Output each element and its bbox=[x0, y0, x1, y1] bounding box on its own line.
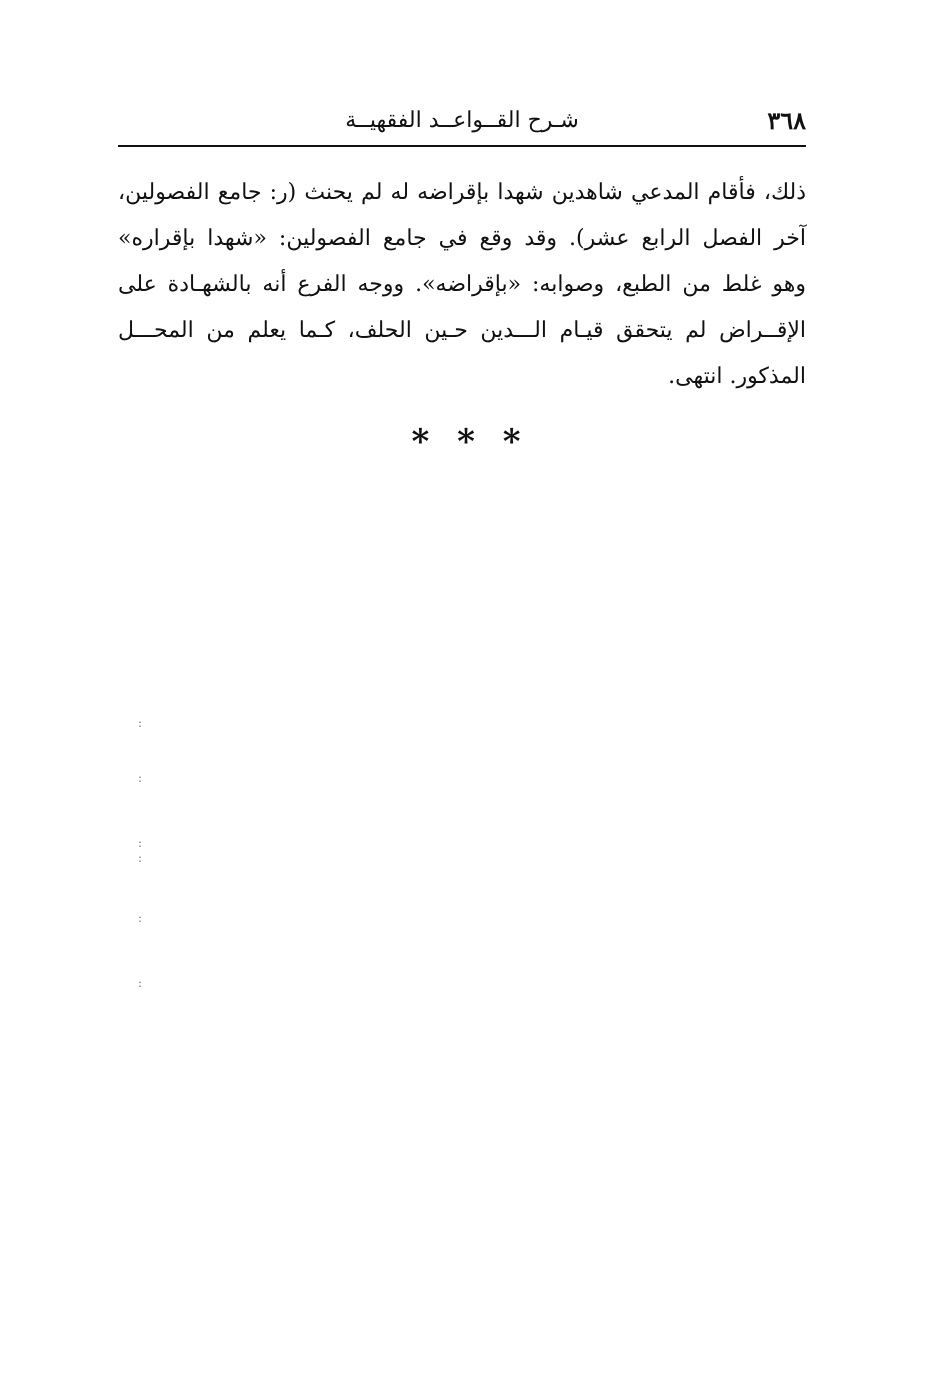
running-title: شـرح القــواعــد الفقهيــة bbox=[345, 108, 579, 133]
header-rule bbox=[118, 145, 806, 147]
text-line: ذلك، فأقام المدعي شاهدين شهدا بإقراضه له لم يحنث (ر: جامع الفصولين، bbox=[118, 180, 806, 205]
text-line: الإقــراض لم يتحقق قيـام الـــدين حـين الحلف، كـما يعلم من المحـــل bbox=[118, 318, 806, 343]
body-paragraph bbox=[118, 170, 806, 400]
text-line: وهو غلط من الطبع، وصوابه: «بإقراضه». ووجه الفرع أنه بالشهـادة على bbox=[118, 272, 806, 297]
section-separator: * * * bbox=[411, 422, 529, 462]
page-number: ٣٦٨ bbox=[767, 106, 806, 135]
text-line: المذكور. انتهى. bbox=[668, 364, 806, 389]
page-header bbox=[118, 100, 806, 144]
text-line: آخر الفصل الرابع عشر). وقد وقع في جامع الفصولين: «شهدا بإقراره» bbox=[118, 226, 806, 251]
scan-artifact-marks: : : : : : : bbox=[138, 716, 143, 990]
